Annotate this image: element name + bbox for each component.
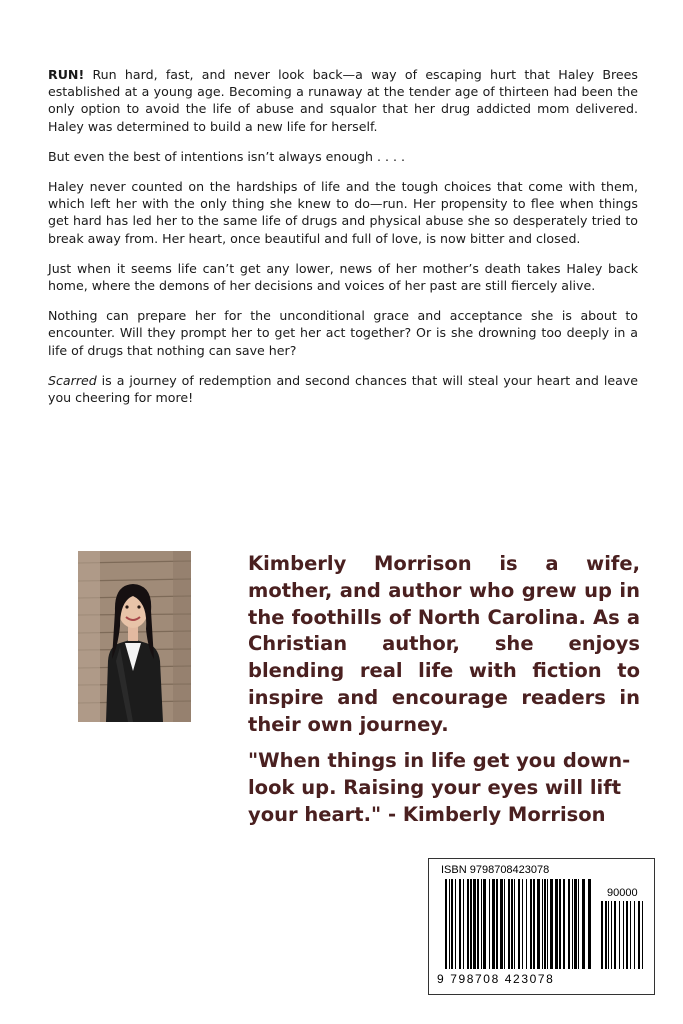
blurb-paragraph-4: Just when it seems life can’t get any lower, news of her mother’s death takes Haley back home, where the demons of her decisions and voices of her past are still fiercely alive. <box>48 260 638 294</box>
book-title: Scarred <box>48 372 97 388</box>
blurb-paragraph-6 <box>48 372 638 406</box>
barcode-addon-number: 90000 <box>607 887 638 899</box>
author-photo <box>78 551 191 722</box>
author-bio: Kimberly Morrison is a wife, mother, and author who grew up in the foothills of North Carolina. As a Christian author, she enjoys blending real life with fiction to inspire and encourage readers in their own journey. <box>248 552 640 736</box>
blurb-paragraph-6-text: is a journey of redemption and second chances that will steal your heart and leave you cheering for more! <box>48 372 638 406</box>
isbn-label: ISBN 9798708423078 <box>441 864 550 876</box>
back-cover-blurb <box>48 66 638 419</box>
blurb-run-lead: RUN! <box>48 67 85 82</box>
blurb-paragraph-3: Haley never counted on the hardships of life and the tough choices that come with them, which left her with the only thing she knew to do—run. Her propensity to flee when things get hard has led her to the same life of drugs and physical abuse she so desperately tried to break away from. Her heart, once beautiful and full of love, is now bitter and closed. <box>48 179 638 246</box>
blurb-paragraph-5: Nothing can prepare her for the unconditional grace and acceptance she is about to encounter. Will they prompt her to get her act together? Or is she drowning too deeply in a life of drugs that nothing can save her? <box>48 308 638 358</box>
barcode-human-readable: 9 798708 423078 <box>437 972 555 986</box>
blurb-paragraph-2: But even the best of intentions isn’t always enough . . . . <box>48 148 406 164</box>
isbn-barcode-block <box>428 858 655 995</box>
blurb-paragraph-1 <box>48 66 638 135</box>
author-quote: "When things in life get you down-look up. Raising your eyes will lift your heart." - Kimberly Morrison <box>248 749 631 826</box>
author-portrait-icon <box>78 551 191 722</box>
blurb-paragraph-1-text: Run hard, fast, and never look back—a way of escaping hurt that Haley Brees established at a young age. Becoming a runaway at the tender age of thirteen had been the only option to avoid the life of abuse and squalor that her drug addicted mom delivered. Haley was determined to build a new life for herself. <box>48 67 638 134</box>
